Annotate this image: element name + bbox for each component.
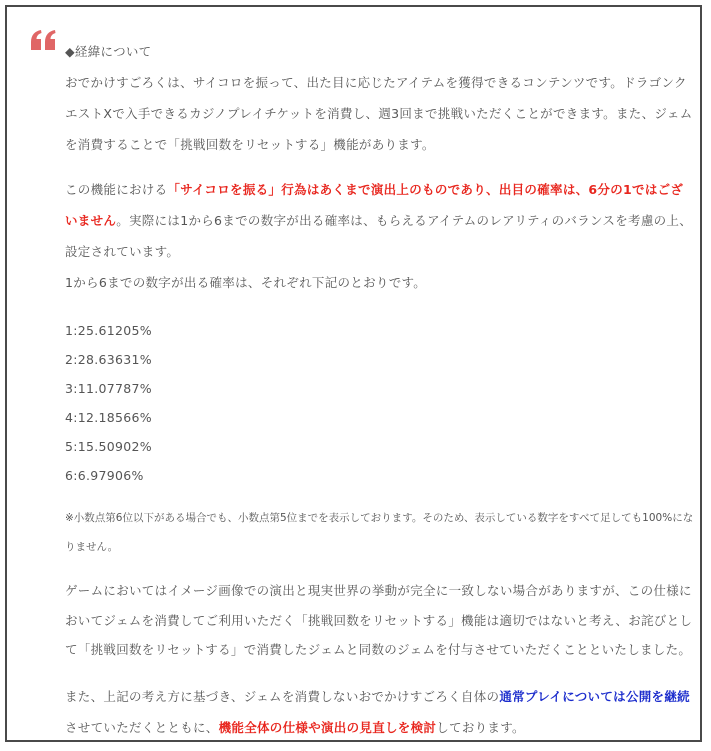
probability-item-6: 6:6.97906% xyxy=(65,468,144,483)
rounding-note: ※小数点第6位以下がある場合でも、小数点第5位までを表示しております。そのため、表示している数字をすべて足しても100%になりません。 xyxy=(65,512,694,553)
probability-intro-line: 1から6までの数字が出る確率は、それぞれ下記のとおりです。 xyxy=(65,275,427,290)
probability-item-2: 2:28.63631% xyxy=(65,352,152,367)
highlight-dice-notice: 「サイコロを振る」行為はあくまで演出上のものであり、出目の確率は、6分の1ではございません xyxy=(65,182,684,228)
policy-paragraph xyxy=(65,681,695,743)
policy-lead-text: また、上記の考え方に基づき、ジェムを消費しないおでかけすごろく自体の xyxy=(65,688,500,704)
probability-item-3: 3:11.07787% xyxy=(65,381,152,396)
highlight-continue-play: 通常プレイについては公開を継続 xyxy=(499,688,690,704)
explanation-lead-text: この機能における xyxy=(65,182,168,197)
apology-paragraph: ゲームにおいてはイメージ画像での演出と現実世界の挙動が完全に一致しない場合がありますが、この仕様においてジェムを消費してご利用いただく「挑戦回数をリセットする」機能は適切ではないと考え、お詫びとして「挑戦回数をリセットする」で消費したジェムと同数のジェムを付与させていただくことといたしました。 xyxy=(65,583,693,657)
probability-list xyxy=(65,316,695,490)
section-heading: ◆経緯について xyxy=(65,44,152,59)
probability-item-1: 1:25.61205% xyxy=(65,323,152,338)
policy-mid-text: させていただくとともに、 xyxy=(65,719,219,735)
probability-item-5: 5:15.50902% xyxy=(65,439,152,454)
probability-explanation xyxy=(65,174,695,298)
intro-paragraph: おでかけすごろくは、サイコロを振って、出た目に応じたアイテムを獲得できるコンテンツです。ドラゴンクエストXで入手できるカジノプレイチケットを消費し、週3回まで挑戦いただくことができます。また、ジェムを消費することで「挑戦回数をリセットする」機能があります。 xyxy=(65,75,693,152)
notice-content xyxy=(65,42,695,743)
explanation-detail-text: 。実際には1から6までの数字が出る確率は、もらえるアイテムのレアリティのバランスを考慮の上、設定されています。 xyxy=(65,213,693,259)
policy-end-text: しております。 xyxy=(436,719,525,735)
probability-item-4: 4:12.18566% xyxy=(65,410,152,425)
highlight-review-feature: 機能全体の仕様や演出の見直しを検討 xyxy=(218,719,437,735)
notice-card xyxy=(5,5,702,742)
quote-mark-icon xyxy=(29,28,59,58)
